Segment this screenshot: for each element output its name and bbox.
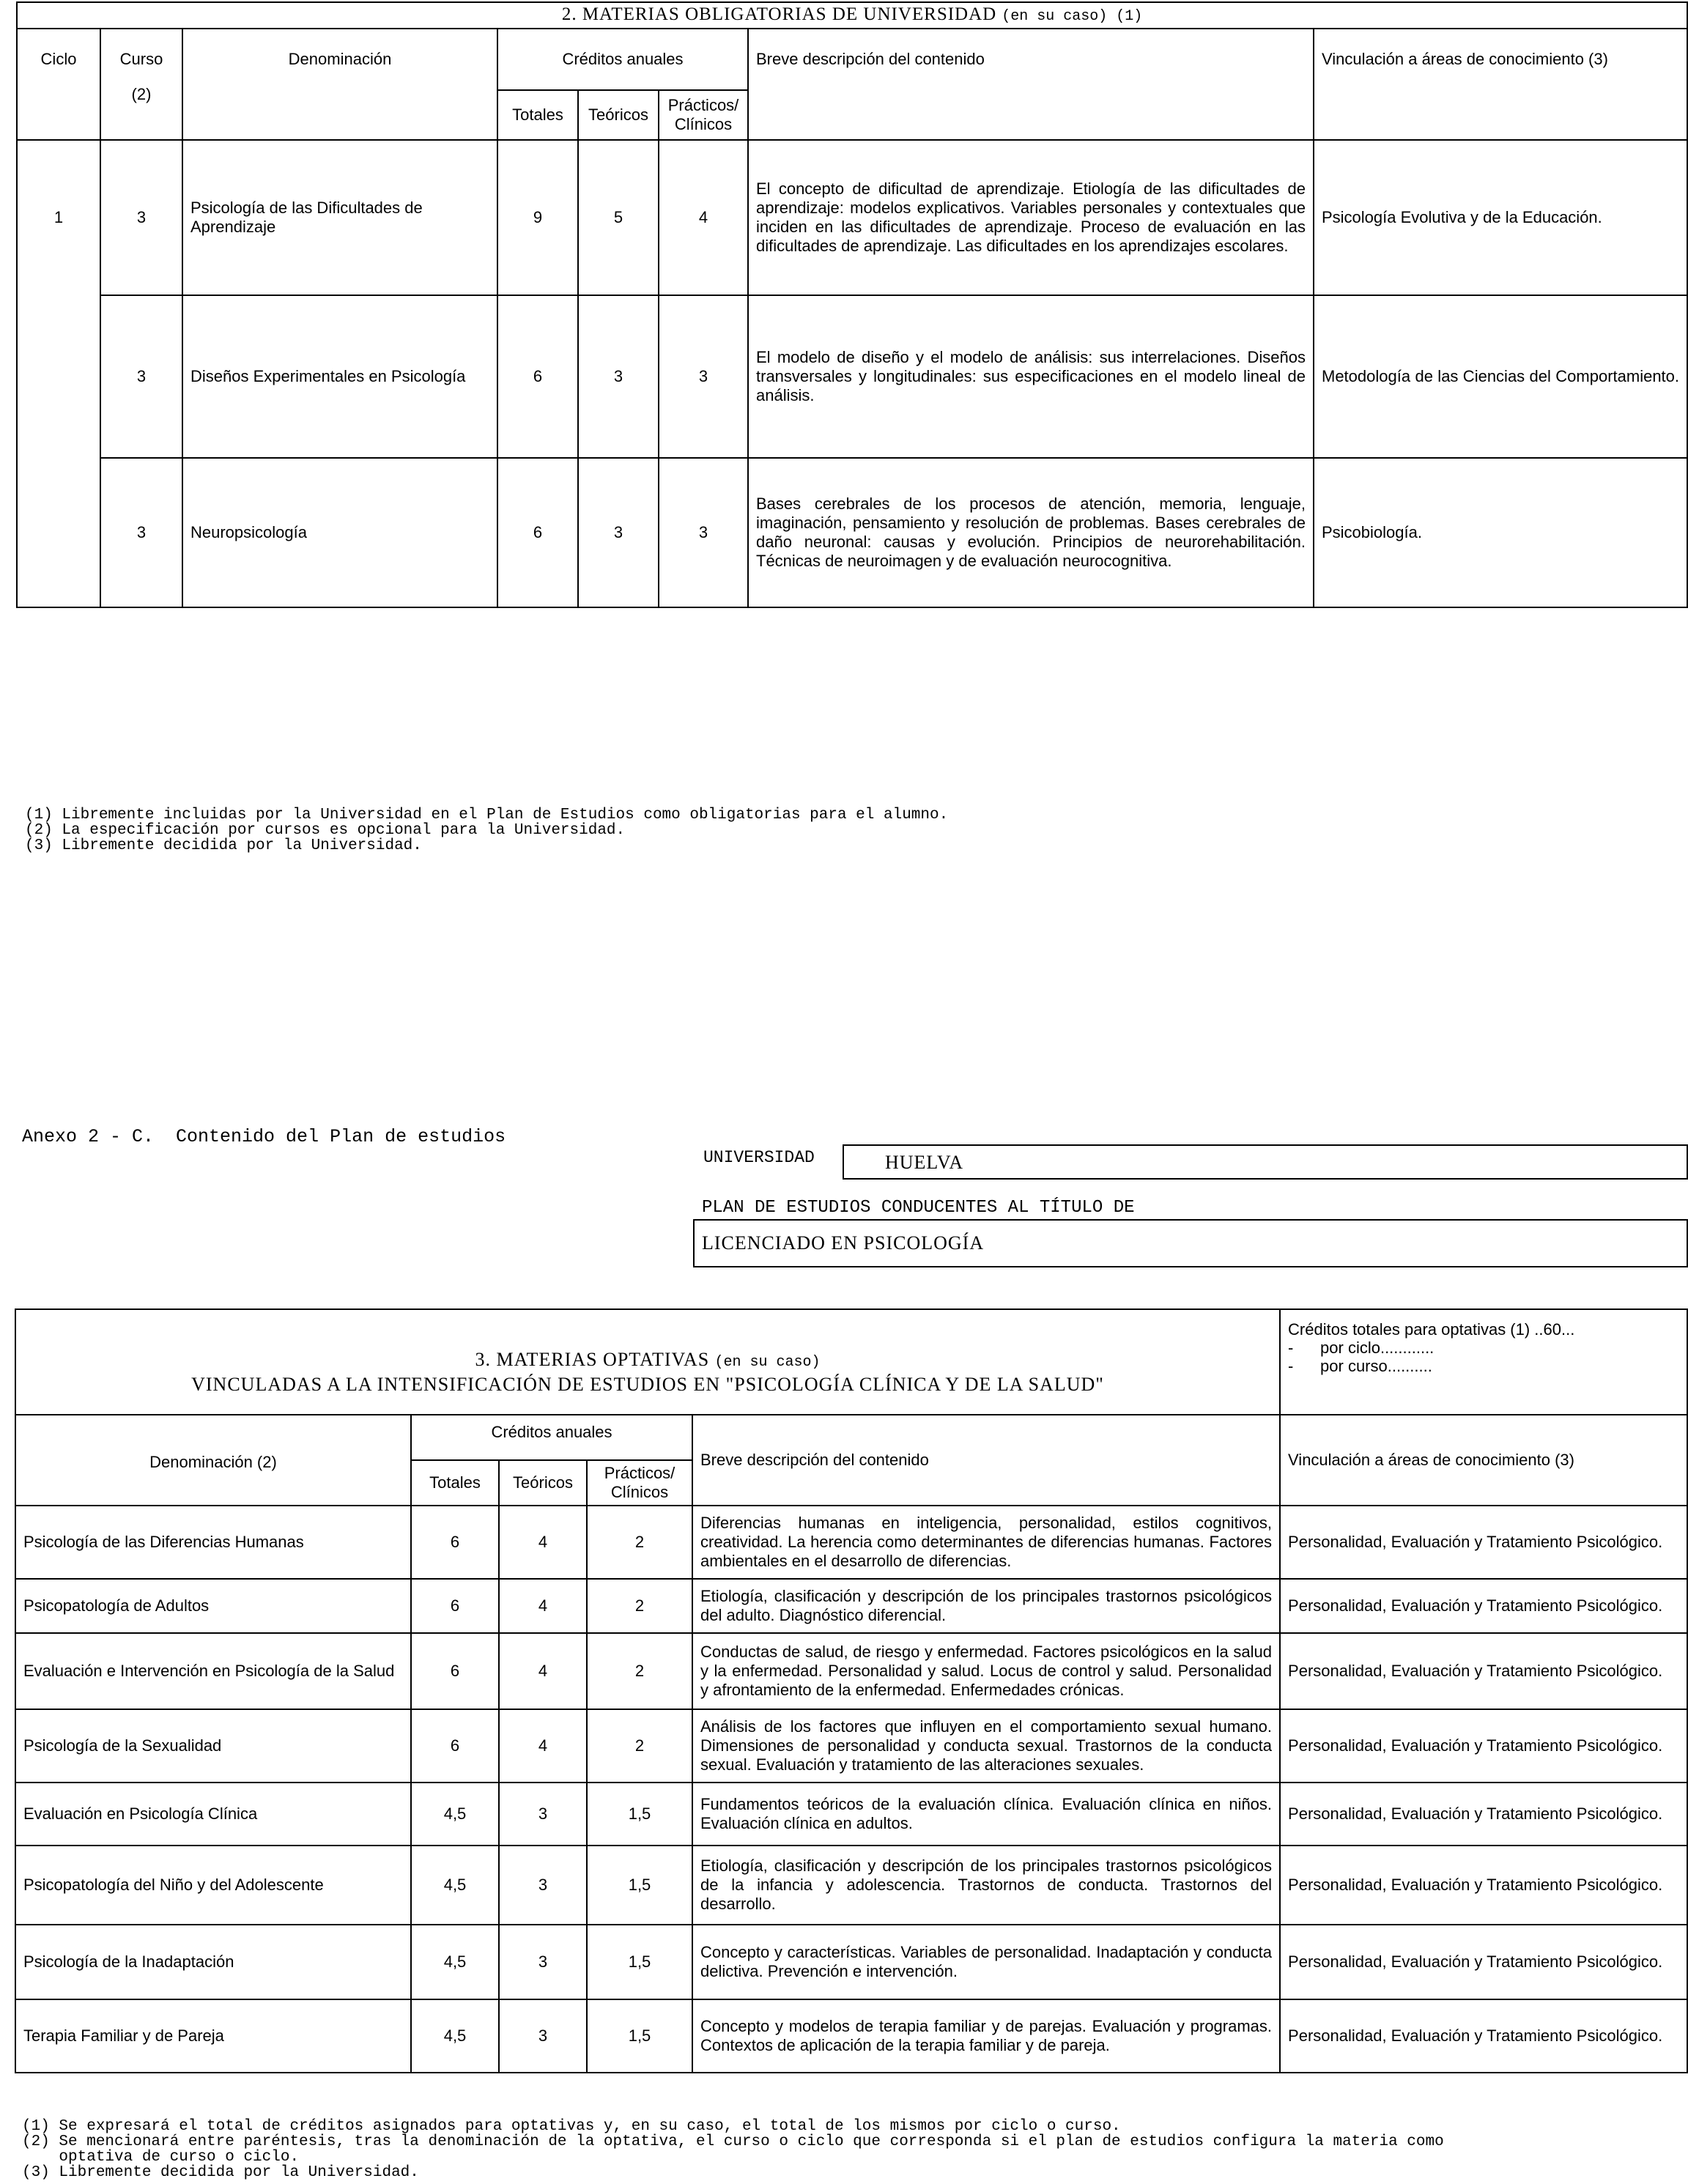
row-description: El modelo de diseño y el modelo de análisis: sus interrelaciones. Diseños transversales y longitudinales: sus especificaciones en el modelo lineal de análisis. [748, 295, 1314, 458]
row-area: Personalidad, Evaluación y Tratamiento Psicológico. [1280, 1846, 1687, 1925]
row-curso: 3 [100, 295, 182, 458]
header-creditos: Créditos anuales [497, 29, 748, 90]
row-totales: 6 [411, 1506, 499, 1579]
row-teoricos: 3 [499, 1783, 587, 1846]
row-practicos: 2 [587, 1709, 692, 1783]
row-description: Conductas de salud, de riesgo y enfermedad. Factores psicológicos en la salud y la enfermedad. Personalidad y salud. Locus de control y salud. Personalidad y afrontamiento de la enfermedad. Enfermedades crónicas. [692, 1633, 1280, 1709]
header-denominacion: Denominación [182, 29, 497, 140]
row-description: Análisis de los factores que influyen en el comportamiento sexual humano. Dimensiones de personalidad y conducta sexual. Trastornos de la conducta sexual. Evaluación y tratamiento de las alteraciones sexuales. [692, 1709, 1280, 1783]
row-description: Concepto y características. Variables de personalidad. Inadaptación y conducta delictiva. Prevención e intervención. [692, 1925, 1280, 1999]
row-practicos: 3 [659, 295, 748, 458]
por-ciclo: - por ciclo............ [1288, 1339, 1435, 1357]
row-name: Neuropsicología [182, 458, 497, 607]
row-area: Psicobiología. [1314, 458, 1687, 607]
universidad-value: HUELVA [885, 1152, 964, 1173]
row-totales: 4,5 [411, 1999, 499, 2073]
row-totales: 4,5 [411, 1925, 499, 1999]
table-row [17, 140, 1687, 295]
row-description: Concepto y modelos de terapia familiar y de parejas. Evaluación y programas. Contextos de aplicación de la terapia familiar y de pareja. [692, 1999, 1280, 2073]
universidad-label: UNIVERSIDAD [703, 1148, 815, 1167]
header-creditos: Créditos anuales [411, 1415, 692, 1460]
row-description: Fundamentos teóricos de la evaluación clínica. Evaluación clínica en niños. Evaluación clínica en adultos. [692, 1783, 1280, 1846]
obligatorias-title [17, 2, 1687, 29]
row-name: Psicología de la Inadaptación [15, 1925, 411, 1999]
row-teoricos: 4 [499, 1709, 587, 1783]
header-totales: Totales [497, 90, 578, 140]
row-name: Diseños Experimentales en Psicología [182, 295, 497, 458]
obligatorias-title-suffix: (en su caso) (1) [1002, 8, 1143, 25]
table-row [15, 1783, 1687, 1846]
footnote: (2) La especificación por cursos es opcional para la Universidad. [25, 822, 626, 839]
obligatorias-footnotes [25, 807, 948, 854]
plan-label: PLAN DE ESTUDIOS CONDUCENTES AL TÍTULO DE [702, 1198, 1135, 1218]
row-curso: 3 [100, 458, 182, 607]
titulo-value: LICENCIADO EN PSICOLOGÍA [702, 1232, 985, 1254]
optativas-footnotes [22, 2119, 1444, 2180]
row-area: Personalidad, Evaluación y Tratamiento Psicológico. [1280, 1925, 1687, 1999]
row-totales: 6 [411, 1633, 499, 1709]
row-area: Personalidad, Evaluación y Tratamiento Psicológico. [1280, 1506, 1687, 1579]
row-area: Personalidad, Evaluación y Tratamiento Psicológico. [1280, 1709, 1687, 1783]
header-practicos: Prácticos/ Clínicos [587, 1460, 692, 1506]
row-curso: 3 [100, 140, 182, 295]
table-row [15, 1999, 1687, 2073]
table-row [15, 1846, 1687, 1925]
row-area: Personalidad, Evaluación y Tratamiento Psicológico. [1280, 1999, 1687, 2073]
row-totales: 6 [497, 458, 578, 607]
creditos-totales: Créditos totales para optativas (1) ..60... [1288, 1320, 1575, 1339]
row-teoricos: 4 [499, 1579, 587, 1633]
header-descripcion: Breve descripción del contenido [692, 1415, 1280, 1506]
row-description: Etiología, clasificación y descripción de los principales trastornos psicológicos de la infancia y adolescencia. Trastornos de conducta. Trastornos del desarrollo. [692, 1846, 1280, 1925]
row-totales: 4,5 [411, 1846, 499, 1925]
por-curso: - por curso.......... [1288, 1357, 1432, 1375]
row-totales: 4,5 [411, 1783, 499, 1846]
row-name: Evaluación e Intervención en Psicología de la Salud [15, 1633, 411, 1709]
universidad-box [843, 1144, 1688, 1180]
header-totales: Totales [411, 1460, 499, 1506]
row-description: Etiología, clasificación y descripción de los principales trastornos psicológicos del adulto. Diagnóstico diferencial. [692, 1579, 1280, 1633]
header-curso-note: (2) [131, 85, 152, 103]
row-practicos: 1,5 [587, 1999, 692, 2073]
row-practicos: 3 [659, 458, 748, 607]
table-row [17, 458, 1687, 607]
titulo-box [693, 1219, 1688, 1267]
row-name: Evaluación en Psicología Clínica [15, 1783, 411, 1846]
header-teoricos: Teóricos [499, 1460, 587, 1506]
row-name: Terapia Familiar y de Pareja [15, 1999, 411, 2073]
row-practicos: 2 [587, 1506, 692, 1579]
row-description: Diferencias humanas en inteligencia, personalidad, estilos cognitivos, creatividad. La herencia como determinantes de diferencias humanas. Factores ambientales en el desarrollo de diferencias. [692, 1506, 1280, 1579]
row-practicos: 2 [587, 1633, 692, 1709]
optativas-title-line2: VINCULADAS A LA INTENSIFICACIÓN DE ESTUDIOS EN "PSICOLOGÍA CLÍNICA Y DE LA SALUD" [191, 1373, 1104, 1395]
row-teoricos: 3 [578, 295, 659, 458]
table-row [15, 1633, 1687, 1709]
row-description: El concepto de dificultad de aprendizaje. Etiología de las dificultades de aprendizaje: modelos explicativos. Variables personales y contextuales que inciden en las dificultades de aprendizaje. Proceso de evaluación en las dificultades de aprendizaje. Las dificultades en los aprendizajes escolares. [748, 140, 1314, 295]
header-teoricos: Teóricos [578, 90, 659, 140]
header-descripcion: Breve descripción del contenido [748, 29, 1314, 140]
table-row [15, 1506, 1687, 1579]
header-practicos: Prácticos/ Clínicos [659, 90, 748, 140]
footnote: (1) Se expresará el total de créditos asignados para optativas y, en su caso, el total de los mismos por ciclo o curso. [22, 2118, 1121, 2135]
optativas-table [15, 1308, 1688, 2073]
row-description: Bases cerebrales de los procesos de atención, memoria, lenguaje, imaginación, pensamiento y resolución de problemas. Bases cerebrales de daño neuronal: causas y evolución. Principios de neurorehabilitación. Técnicas de neuroimagen y de evaluación neurocognitiva. [748, 458, 1314, 607]
annex-label: Anexo 2 - C. Contenido del Plan de estudios [22, 1126, 506, 1147]
row-teoricos: 3 [499, 1846, 587, 1925]
footnote: (3) Libremente decidida por la Universidad. [22, 2164, 419, 2181]
row-teoricos: 5 [578, 140, 659, 295]
header-curso [100, 29, 182, 140]
header-curso-label: Curso [119, 50, 163, 68]
ciclo-value: 1 [17, 140, 100, 607]
row-totales: 6 [411, 1579, 499, 1633]
optativas-title-main: 3. MATERIAS OPTATIVAS [475, 1348, 710, 1370]
row-practicos: 4 [659, 140, 748, 295]
obligatorias-table [16, 1, 1688, 608]
row-practicos: 1,5 [587, 1783, 692, 1846]
footnote: (2) Se mencionará entre paréntesis, tras la denominación de la optativa, el curso o ciclo que corresponda si el plan de estudios configura la materia como [22, 2133, 1444, 2150]
row-name: Psicología de la Sexualidad [15, 1709, 411, 1783]
row-teoricos: 3 [499, 1925, 587, 1999]
header-vinculacion: Vinculación a áreas de conocimiento (3) [1280, 1415, 1687, 1506]
footnote: (1) Libremente incluidas por la Universidad en el Plan de Estudios como obligatorias para el alumno. [25, 807, 949, 823]
header-vinculacion: Vinculación a áreas de conocimiento (3) [1314, 29, 1687, 140]
header-denominacion: Denominación (2) [15, 1415, 411, 1506]
optativas-title-line1 [23, 1348, 1272, 1374]
row-name: Psicopatología de Adultos [15, 1579, 411, 1633]
row-teoricos: 3 [499, 1999, 587, 2073]
row-area: Personalidad, Evaluación y Tratamiento Psicológico. [1280, 1633, 1687, 1709]
row-name: Psicopatología del Niño y del Adolescente [15, 1846, 411, 1925]
row-teoricos: 4 [499, 1506, 587, 1579]
row-practicos: 2 [587, 1579, 692, 1633]
row-area: Psicología Evolutiva y de la Educación. [1314, 140, 1687, 295]
header-ciclo: Ciclo [17, 29, 100, 140]
table-row [17, 295, 1687, 458]
optativas-title-suffix: (en su caso) [714, 1353, 821, 1371]
row-area: Metodología de las Ciencias del Comportamiento. [1314, 295, 1687, 458]
creditos-totales-cell [1280, 1309, 1687, 1415]
row-area: Personalidad, Evaluación y Tratamiento Psicológico. [1280, 1579, 1687, 1633]
row-area: Personalidad, Evaluación y Tratamiento Psicológico. [1280, 1783, 1687, 1846]
optativas-title [15, 1309, 1280, 1415]
row-practicos: 1,5 [587, 1846, 692, 1925]
row-totales: 6 [411, 1709, 499, 1783]
obligatorias-title-main: 2. MATERIAS OBLIGATORIAS DE UNIVERSIDAD [561, 4, 997, 24]
footnote: (3) Libremente decidida por la Universidad. [25, 837, 422, 854]
row-totales: 6 [497, 295, 578, 458]
row-teoricos: 3 [578, 458, 659, 607]
table-row [15, 1709, 1687, 1783]
footnote: optativa de curso o ciclo. [22, 2149, 300, 2166]
row-teoricos: 4 [499, 1633, 587, 1709]
table-row [15, 1925, 1687, 1999]
row-name: Psicología de las Diferencias Humanas [15, 1506, 411, 1579]
row-totales: 9 [497, 140, 578, 295]
row-name: Psicología de las Dificultades de Aprendizaje [182, 140, 497, 295]
table-row [15, 1579, 1687, 1633]
row-practicos: 1,5 [587, 1925, 692, 1999]
